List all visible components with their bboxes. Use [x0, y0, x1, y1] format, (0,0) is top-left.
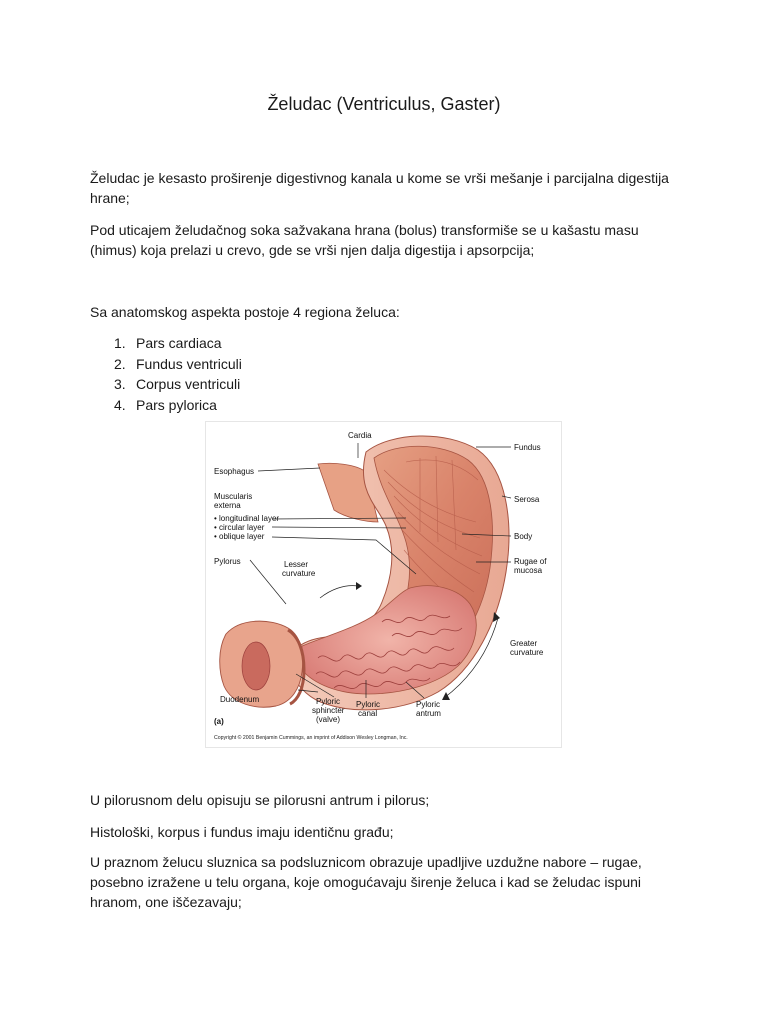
paragraph-gastric-juice: Pod uticajem želudačnog soka sažvakana hrana (bolus) transformiše se u kašastu masu (himus) koja prelazi u crevo, gde se vrši njen dalja digestija i apsorpcija;: [90, 222, 639, 258]
list-item: 2. Fundus ventriculi: [114, 355, 242, 372]
paragraph-regions-intro: Sa anatomskog aspekta postoje 4 regiona želuca:: [90, 304, 400, 320]
label-oblique: • oblique layer: [214, 532, 265, 541]
stomach-anatomy-figure: [206, 422, 561, 747]
duodenum-lumen: [242, 642, 270, 690]
label-fundus: Fundus: [514, 443, 541, 452]
label-cardia: Cardia: [348, 431, 372, 440]
label-muscularis-2: externa: [214, 501, 241, 510]
label-pyloric-sphincter-3: (valve): [316, 715, 341, 724]
label-pylorus: Pylorus: [214, 557, 241, 566]
label-duodenum: Duodenum: [220, 695, 260, 704]
label-longitudinal: • longitudinal layer: [214, 514, 280, 523]
label-serosa: Serosa: [514, 495, 540, 504]
label-pyloric-sphincter-1: Pyloric: [316, 697, 341, 706]
label-pyloric-antrum-1: Pyloric: [416, 700, 441, 709]
label-pyloric-canal-2: canal: [358, 709, 378, 718]
paragraph-rugae: U praznom želucu sluznica sa podsluznicom obrazuje upadljive uzdužne nabore – rugae, posebno izražene u telu organa, koje omogućavaju širenje želuca i kad se želudac ispuni hranom, one iščezavaju;: [90, 854, 642, 910]
label-greater-2: curvature: [510, 648, 544, 657]
paragraph-histology: Histološki, korpus i fundus imaju identičnu građu;: [90, 824, 394, 840]
label-rugae-1: Rugae of: [514, 557, 547, 566]
regions-list: [114, 333, 242, 415]
paragraph-pylorus: U pilorusnom delu opisuju se pilorusni antrum i pilorus;: [90, 792, 430, 808]
label-rugae-2: mucosa: [514, 566, 543, 575]
label-muscularis-1: Muscularis: [214, 492, 253, 501]
list-item: 4. Pars pylorica: [114, 396, 217, 413]
label-body: Body: [514, 532, 533, 541]
label-pyloric-sphincter-2: sphincter: [312, 706, 345, 715]
lesser-curvature-arrow: [320, 586, 358, 598]
paragraph-definition: Želudac je kesasto proširenje digestivnog kanala u kome se vrši mešanje i parcijalna digestija hrane;: [90, 170, 669, 206]
label-panel: (a): [214, 717, 224, 726]
list-item: 1. Pars cardiaca: [114, 335, 222, 351]
label-pyloric-canal-1: Pyloric: [356, 700, 381, 709]
figure-copyright: Copyright © 2001 Benjamin Cummings, an imprint of Addison Wesley Longman, Inc.: [214, 735, 408, 741]
page-title: Želudac (Ventriculus, Gaster): [267, 94, 501, 114]
label-greater-1: Greater: [510, 639, 538, 648]
label-esophagus: Esophagus: [214, 467, 255, 476]
label-pyloric-antrum-2: antrum: [416, 709, 441, 718]
label-circular: • circular layer: [214, 523, 265, 532]
label-lesser-2: curvature: [282, 569, 316, 578]
list-item: 3. Corpus ventriculi: [114, 376, 241, 392]
label-lesser-1: Lesser: [284, 560, 309, 569]
